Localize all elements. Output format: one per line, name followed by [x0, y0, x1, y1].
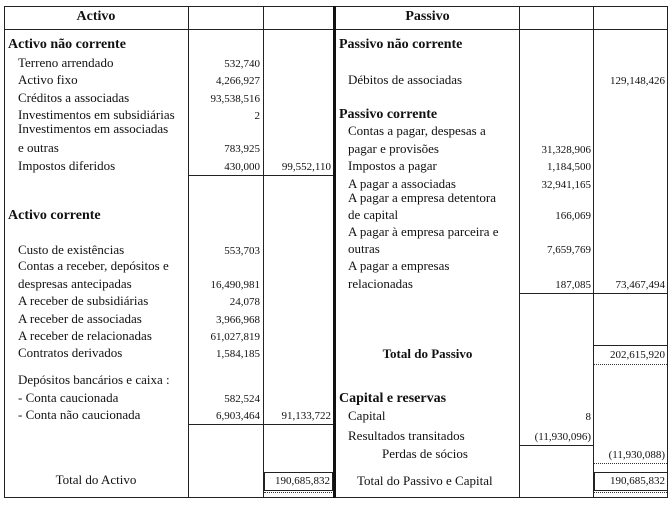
equity-label: Capital — [348, 408, 386, 423]
total-double-rule — [594, 492, 667, 493]
col-divider-p1 — [519, 6, 520, 498]
asset-value: 553,703 — [224, 245, 260, 257]
asset-label: Impostos diferidos — [18, 158, 116, 173]
asset-label: Contratos derivados — [18, 345, 123, 360]
liability-value: 31,328,906 — [541, 144, 591, 156]
asset-value: 61,027,819 — [210, 331, 260, 343]
liabilities-current-total: 73,467,494 — [615, 279, 665, 291]
asset-label: A receber de subsidiárias — [18, 293, 149, 308]
subtotal-rule — [188, 424, 333, 425]
subtotal-rule — [519, 445, 594, 446]
asset-label: Custo de existências — [18, 242, 125, 257]
total-assets-label: Total do Activo — [55, 472, 137, 487]
assets-header: Activo — [76, 9, 116, 24]
liability-label: Débitos de associadas — [348, 72, 463, 87]
liability-label: A pagar a empresa detentora — [348, 190, 496, 205]
asset-value: 532,740 — [224, 58, 260, 70]
asset-value: 2 — [254, 110, 260, 122]
equity-losses-value: (11,930,088) — [608, 449, 665, 461]
liability-label: Contas a pagar, despesas a — [348, 123, 486, 138]
total-liabilities-value: 202,615,920 — [610, 349, 665, 361]
center-divider — [333, 6, 336, 498]
bottom-border — [4, 497, 668, 498]
total-double-rule — [594, 463, 667, 464]
subtotal-rule — [188, 175, 333, 176]
asset-value: 783,925 — [224, 143, 260, 155]
asset-label: despresas antecipadas — [18, 276, 132, 291]
equity-label: Perdas de sócios — [382, 446, 468, 461]
assets-non-current-total: 99,552,110 — [281, 161, 331, 173]
asset-label: Investimentos em subsidiárias — [18, 107, 175, 122]
asset-label: Contas a receber, depósitos e — [18, 258, 169, 273]
liability-label: A pagar à empresa parceira e — [348, 224, 499, 239]
liability-label: pagar e provisões — [348, 141, 439, 156]
asset-label: - Conta caucionada — [18, 390, 119, 405]
equity-label: Resultados transitados — [348, 428, 465, 443]
asset-label: e outras — [18, 140, 59, 155]
liability-value: 1,184,500 — [547, 161, 591, 173]
liability-label: relacionadas — [348, 276, 413, 291]
header-bottom-border — [4, 29, 668, 30]
asset-value: 4,266,927 — [216, 75, 260, 87]
liability-value: 187,085 — [555, 279, 591, 291]
liability-value: 32,941,165 — [541, 179, 591, 191]
asset-label: Créditos a associadas — [18, 90, 130, 105]
liability-label: A pagar a associadas — [348, 176, 456, 191]
liability-value: 166,069 — [555, 210, 591, 222]
liabilities-non-current-title: Passivo não corrente — [339, 37, 463, 52]
asset-value: 93,538,516 — [210, 93, 260, 105]
total-double-rule — [264, 492, 332, 493]
total-liabilities-rule — [594, 345, 667, 346]
asset-label: - Conta não caucionada — [18, 407, 141, 422]
asset-value: 3,966,968 — [216, 314, 260, 326]
top-border — [4, 6, 668, 7]
col-divider-p2 — [593, 6, 594, 498]
assets-current-title: Activo corrente — [8, 208, 101, 223]
liability-value: 7,659,769 — [547, 244, 591, 256]
liability-label: outras — [348, 241, 380, 256]
equity-value: (11,930,096) — [534, 431, 591, 443]
asset-label: Activo fixo — [18, 72, 78, 87]
bank-title: Depósitos bancários e caixa : — [18, 372, 170, 387]
liabilities-current-title: Passivo corrente — [339, 107, 438, 122]
asset-label: Terreno arrendado — [18, 55, 114, 70]
total-assets-value: 190,685,832 — [275, 475, 330, 487]
total-liabilities-label: Total do Passivo — [382, 346, 473, 361]
liability-label: A pagar a empresas — [348, 258, 450, 273]
liabilities-header: Passivo — [405, 9, 450, 24]
left-border — [4, 6, 5, 498]
asset-value: 16,490,981 — [210, 279, 260, 291]
grand-total-value: 190,685,832 — [610, 475, 665, 487]
liability-label: de capital — [348, 207, 399, 222]
asset-value: 582,524 — [224, 393, 260, 405]
asset-label: A receber de associadas — [18, 311, 142, 326]
assets-current-total: 91,133,722 — [281, 410, 331, 422]
equity-value: 8 — [585, 411, 591, 423]
equity-title: Capital e reservas — [339, 391, 447, 406]
grand-total-label: Total do Passivo e Capital — [357, 473, 493, 488]
asset-label: Investimentos em associadas — [18, 121, 169, 136]
asset-label: A receber de relacionadas — [18, 328, 152, 343]
asset-value: 1,584,185 — [216, 348, 260, 360]
liability-label: Impostos a pagar — [348, 158, 437, 173]
liability-value: 129,148,426 — [610, 75, 665, 87]
right-border — [667, 6, 668, 498]
asset-value: 24,078 — [229, 296, 260, 308]
asset-value: 6,903,464 — [216, 410, 260, 422]
assets-non-current-title: Activo não corrente — [8, 37, 126, 52]
total-double-rule — [594, 364, 667, 365]
subtotal-rule — [519, 293, 668, 294]
asset-value: 430,000 — [224, 161, 260, 173]
